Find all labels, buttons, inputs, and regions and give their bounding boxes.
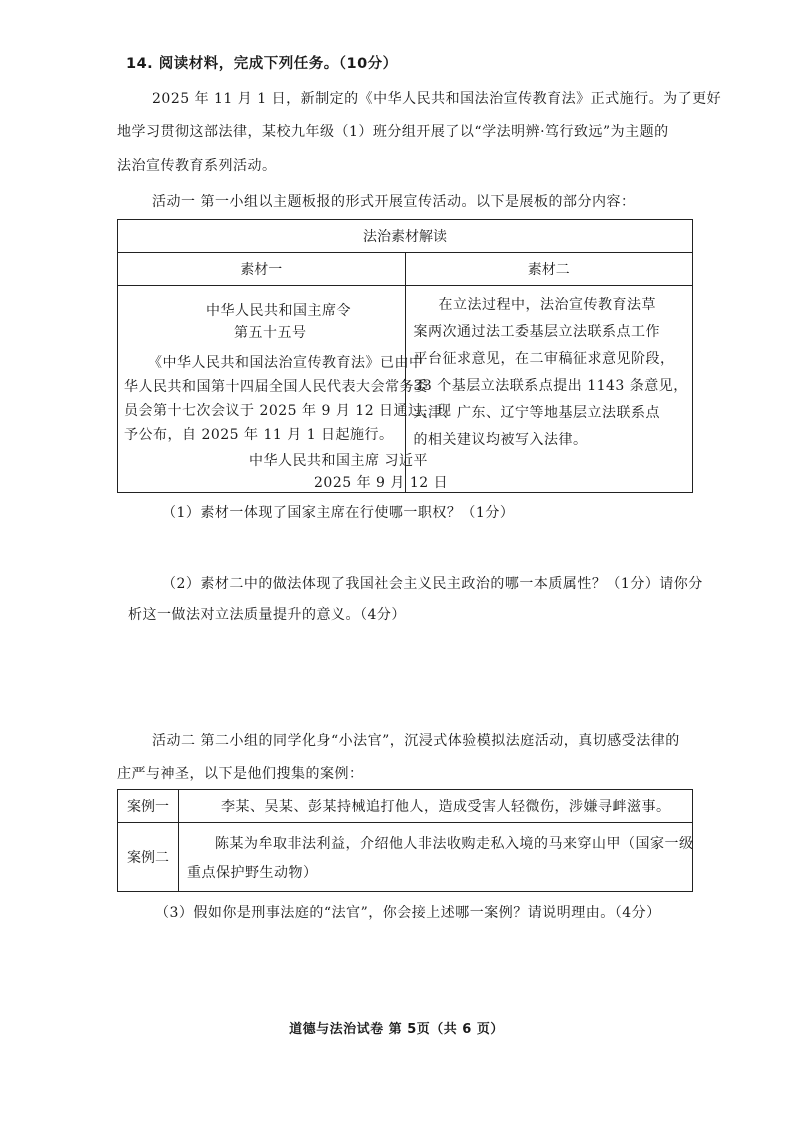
order-body-1: 《中华人民共和国法治宣传教育法》已由中 — [148, 355, 424, 371]
intro-line-1: 2025 年 11 月 1 日，新制定的《中华人民共和国法治宣传教育法》正式施行。为了更好 — [152, 91, 722, 107]
order-number: 第五十五号 — [234, 325, 307, 341]
material2-line-6: 的相关建议均被写入法律。 — [413, 432, 588, 448]
case1-label — [118, 790, 179, 823]
board-title-text: 法治素材解读 — [363, 229, 447, 245]
cases-table — [117, 789, 693, 892]
board-header-material2 — [405, 253, 693, 286]
sub-question-2-line-2: 析这一做法对立法质量提升的意义。（4分） — [128, 607, 406, 623]
material2-line-4: 33 个基层立法联系点提出 1143 条意见， — [413, 378, 688, 394]
case2-text-2: 重点保护野生动物） — [187, 864, 318, 881]
order-date: 2025 年 9 月 12 日 — [314, 475, 449, 491]
question-title: 14. 阅读材料，完成下列任务。（10分） — [126, 56, 398, 72]
board-title — [118, 220, 693, 253]
material2-line-1: 在立法过程中，法治宣传教育法草 — [438, 297, 656, 313]
material2-line-3: 平台征求意见，在二审稿征求意见阶段， — [413, 351, 675, 367]
activity1-intro: 活动一 第一小组以主题板报的形式开展宣传活动。以下是展板的部分内容： — [152, 194, 636, 210]
material1-cell — [118, 286, 452, 493]
activity2-intro-line-1: 活动二 第二小组的同学化身“小法官”，沉浸式体验模拟法庭活动，真切感受法律的 — [152, 733, 680, 749]
material-board — [117, 219, 693, 493]
case2-label — [118, 823, 179, 892]
header-material2-text: 素材二 — [527, 262, 570, 278]
order-body-3: 员会第十七次会议于 2025 年 9 月 12 日通过，现 — [124, 403, 452, 419]
board-header-material1 — [118, 253, 406, 286]
page-footer: 道德与法治试卷 第 5页（共 6 页） — [289, 1022, 504, 1037]
case1-text: 李某、吴某、彭某持械追打他人，造成受害人轻微伤，涉嫌寻衅滋事。 — [221, 799, 671, 815]
case1-content — [179, 790, 693, 823]
material2-line-5: 天津、广东、辽宁等地基层立法联系点 — [413, 405, 660, 421]
sub-question-1: （1）素材一体现了国家主席在行使哪一职权？（1分） — [162, 505, 515, 521]
material2-cell — [405, 286, 693, 493]
case2-text-1: 陈某为牟取非法利益，介绍他人非法收购走私入境的马来穿山甲（国家一级 — [215, 835, 694, 852]
case2-label-text: 案例二 — [127, 850, 169, 866]
order-signature: 中华人民共和国主席 习近平 — [249, 453, 428, 469]
material2-line-2: 案两次通过法工委基层立法联系点工作 — [413, 324, 660, 340]
sub-question-2-line-1: （2）素材二中的做法体现了我国社会主义民主政治的哪一本质属性？（1分）请你分 — [162, 576, 703, 592]
order-body-4: 予公布，自 2025 年 11 月 1 日起施行。 — [124, 427, 394, 443]
intro-line-3: 法治宣传教育系列活动。 — [117, 158, 277, 174]
order-title: 中华人民共和国主席令 — [206, 303, 351, 319]
intro-line-2: 地学习贯彻这部法律，某校九年级（1）班分组开展了以“学法明辨·笃行致远”为主题的 — [117, 124, 669, 140]
header-material1-text: 素材一 — [240, 262, 283, 278]
activity2-intro-line-2: 庄严与神圣，以下是他们搜集的案例： — [117, 766, 364, 782]
sub-question-3: （3）假如你是刑事法庭的“法官”，你会接上述哪一案例？请说明理由。（4分） — [155, 905, 661, 921]
order-body-2: 华人民共和国第十四届全国人民代表大会常务委 — [124, 379, 429, 395]
case2-content — [179, 823, 693, 892]
case1-label-text: 案例一 — [127, 799, 169, 815]
